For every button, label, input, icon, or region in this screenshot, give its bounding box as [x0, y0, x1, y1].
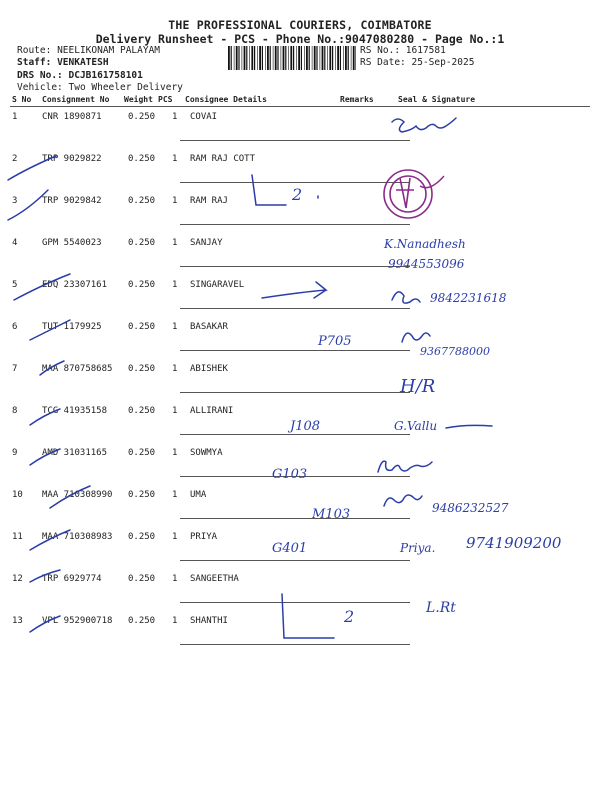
remark-r13: 2	[344, 607, 355, 626]
row-consignment-no: GPM 5540023	[42, 238, 102, 248]
table-row	[0, 154, 600, 168]
header-divider	[10, 106, 590, 107]
barcode-bar	[301, 46, 302, 70]
row-consignee: UMA	[190, 490, 207, 500]
remark-r6: P705	[318, 334, 352, 349]
row-underline	[180, 266, 410, 267]
table-row	[0, 448, 600, 462]
row-consignment-no: TRP 9029822	[42, 154, 102, 164]
col-sno: S No	[12, 95, 32, 104]
row-pcs: 1	[172, 238, 178, 248]
table-row	[0, 112, 600, 126]
row-consignee: ABISHEK	[190, 364, 228, 374]
barcode	[228, 46, 356, 70]
remark-r9: G103	[272, 467, 308, 482]
row-sno: 9	[12, 448, 18, 458]
table-row	[0, 196, 600, 210]
barcode-bar	[246, 46, 247, 70]
row-consignee: RAM RAJ COTT	[190, 154, 256, 164]
company-title: THE PROFESSIONAL COURIERS, COIMBATORE	[168, 18, 432, 32]
barcode-bar	[316, 46, 317, 70]
row-underline	[180, 140, 410, 141]
phone-r4: 9944553096	[388, 257, 465, 271]
vehicle-line: Vehicle: Two Wheeler Delivery	[17, 82, 183, 93]
row-sno: 11	[12, 532, 23, 542]
row-underline	[180, 392, 410, 393]
staff-line: Staff: VENKATESH	[17, 57, 109, 68]
row-underline	[180, 182, 410, 183]
row-weight: 0.250	[128, 574, 156, 584]
seal-stamp	[384, 170, 432, 218]
table-row	[0, 490, 600, 504]
row-underline	[180, 308, 410, 309]
row-pcs: 1	[172, 532, 178, 542]
barcode-bar	[290, 46, 292, 70]
table-row	[0, 532, 600, 546]
barcode-bar	[314, 46, 316, 70]
barcode-bar	[242, 46, 243, 70]
barcode-bar	[267, 46, 269, 70]
col-remarks: Remarks	[340, 95, 374, 104]
remark-r2: 2	[292, 185, 303, 204]
barcode-bar	[309, 46, 310, 70]
row-consignment-no: TRP 6929774	[42, 574, 102, 584]
signature-r7: H/R	[400, 376, 436, 397]
row-consignment-no: MAA 710308990	[42, 490, 113, 500]
barcode-bar	[329, 46, 331, 70]
barcode-bar	[270, 46, 271, 70]
row-weight: 0.250	[128, 154, 156, 164]
barcode-bar	[353, 46, 355, 70]
drs-value: DCJB161758101	[68, 70, 143, 81]
table-row	[0, 280, 600, 294]
barcode-bar	[259, 46, 261, 70]
row-consignee: BASAKAR	[190, 322, 228, 332]
row-consignee: ALLIRANI	[190, 406, 234, 416]
row-pcs: 1	[172, 196, 178, 206]
row-consignee: PRIYA	[190, 532, 218, 542]
row-underline	[180, 434, 410, 435]
remark-r10: M103	[312, 507, 351, 522]
stamp-check	[420, 176, 444, 188]
row-consignment-no: VPL 952900718	[42, 616, 113, 626]
table-row	[0, 322, 600, 336]
row-weight: 0.250	[128, 112, 156, 122]
row-weight: 0.250	[128, 490, 156, 500]
row-weight: 0.250	[128, 406, 156, 416]
row-consignee: SANJAY	[190, 238, 223, 248]
row-consignment-no: CNR 1890871	[42, 112, 102, 122]
row-consignee: SHANTHI	[190, 616, 228, 626]
barcode-bar	[231, 46, 232, 70]
col-weight: Weight	[124, 95, 153, 104]
barcode-bar	[285, 46, 286, 70]
barcode-bar	[236, 46, 238, 70]
barcode-bar	[322, 46, 324, 70]
row-consignment-no: TUT 1179925	[42, 322, 102, 332]
barcode-bar	[327, 46, 328, 70]
rs-no-value: 1617581	[405, 45, 446, 56]
barcode-bar	[351, 46, 352, 70]
barcode-bar	[281, 46, 282, 70]
barcode-bar	[355, 46, 356, 70]
runsheet-subtitle: Delivery Runsheet - PCS - Phone No.:9047080280 - Page No.:1	[95, 32, 505, 46]
row-pcs: 1	[172, 448, 178, 458]
drs-line: DRS No.: DCJB161758101	[17, 70, 143, 81]
row-weight: 0.250	[128, 196, 156, 206]
phone-r11: 9741909200	[466, 534, 562, 552]
row-sno: 5	[12, 280, 18, 290]
row-underline	[180, 518, 410, 519]
row-sno: 3	[12, 196, 18, 206]
barcode-bar	[251, 46, 253, 70]
barcode-bar	[273, 46, 274, 70]
row-sno: 7	[12, 364, 18, 374]
barcode-bar	[296, 46, 297, 70]
row-weight: 0.250	[128, 532, 156, 542]
row-pcs: 1	[172, 574, 178, 584]
phone-r10: 9486232527	[432, 501, 509, 515]
row-underline	[180, 644, 410, 645]
table-row	[0, 364, 600, 378]
row-sno: 2	[12, 154, 18, 164]
table-row	[0, 574, 600, 588]
rs-date-line: RS Date: 25-Sep-2025	[360, 57, 475, 68]
signature-r8: G.Vallu	[394, 419, 438, 433]
barcode-bar	[306, 46, 308, 70]
row-underline	[180, 476, 410, 477]
barcode-bar	[324, 46, 325, 70]
row-consignment-no: MAA 710308983	[42, 532, 113, 542]
table-row	[0, 616, 600, 630]
barcode-bar	[234, 46, 235, 70]
row-underline	[180, 560, 410, 561]
row-weight: 0.250	[128, 448, 156, 458]
barcode-bar	[265, 46, 266, 70]
row-sno: 4	[12, 238, 18, 248]
row-weight: 0.250	[128, 280, 156, 290]
phone-r5: 9842231618	[430, 291, 507, 305]
row-consignment-no: TCG 41935158	[42, 406, 108, 416]
barcode-bar	[293, 46, 294, 70]
row-sno: 1	[12, 112, 18, 122]
col-consignee: Consignee Details	[185, 95, 267, 104]
barcode-bar	[254, 46, 255, 70]
barcode-bar	[283, 46, 285, 70]
row-pcs: 1	[172, 322, 178, 332]
row-consignee: RAM RAJ	[190, 196, 228, 206]
table-row	[0, 238, 600, 252]
row-weight: 0.250	[128, 364, 156, 374]
route-value: NEELIKONAM PALAYAM	[57, 45, 161, 56]
barcode-bar	[304, 46, 305, 70]
barcode-bar	[312, 46, 313, 70]
remark-r8: J108	[290, 419, 321, 434]
row-sno: 8	[12, 406, 18, 416]
staff-value: VENKATESH	[57, 57, 109, 68]
table-row	[0, 406, 600, 420]
barcode-bar	[320, 46, 321, 70]
rs-date-value: 25-Sep-2025	[411, 57, 475, 68]
signature-r13: L.Rt	[426, 600, 456, 616]
signature-r4-name: K.Nanadhesh	[384, 237, 466, 251]
row-weight: 0.250	[128, 238, 156, 248]
vehicle-value: Two Wheeler Delivery	[68, 82, 183, 93]
col-consignment: Consignment No	[42, 95, 110, 104]
row-pcs: 1	[172, 112, 178, 122]
row-weight: 0.250	[128, 322, 156, 332]
col-seal: Seal & Signature	[398, 95, 476, 104]
barcode-bar	[345, 46, 347, 70]
row-consignment-no: AMD 31031165	[42, 448, 108, 458]
row-consignee: COVAI	[190, 112, 218, 122]
rs-no-line: RS No.: 1617581	[360, 45, 446, 56]
barcode-bar	[238, 46, 239, 70]
barcode-bar	[249, 46, 250, 70]
barcode-bar	[275, 46, 277, 70]
barcode-bar	[262, 46, 263, 70]
row-consignment-no: EDQ 23307161	[42, 280, 108, 290]
barcode-bar	[332, 46, 333, 70]
row-sno: 10	[12, 490, 23, 500]
row-pcs: 1	[172, 154, 178, 164]
barcode-bar	[335, 46, 336, 70]
row-weight: 0.250	[128, 616, 156, 626]
row-sno: 12	[12, 574, 23, 584]
row-underline	[180, 350, 410, 351]
barcode-bar	[228, 46, 230, 70]
route-line: Route: NEELIKONAM PALAYAM	[17, 45, 161, 56]
phone-r6: 9367788000	[420, 345, 490, 358]
row-consignment-no: TRP 9029842	[42, 196, 102, 206]
row-consignee: SANGEETHA	[190, 574, 239, 584]
barcode-bar	[340, 46, 341, 70]
row-underline	[180, 224, 410, 225]
row-consignment-no: MAA 870758685	[42, 364, 113, 374]
barcode-bar	[337, 46, 339, 70]
barcode-bar	[343, 46, 344, 70]
row-sno: 6	[12, 322, 18, 332]
barcode-bar	[244, 46, 246, 70]
signature-scribble	[378, 461, 432, 472]
barcode-bar	[257, 46, 258, 70]
row-underline	[180, 602, 410, 603]
barcode-bar	[298, 46, 300, 70]
row-pcs: 1	[172, 364, 178, 374]
row-pcs: 1	[172, 280, 178, 290]
signature-scribble	[446, 425, 492, 428]
signature-r11: Priya.	[400, 541, 436, 555]
barcode-bar	[288, 46, 289, 70]
barcode-bar	[277, 46, 278, 70]
remark-r11: G401	[272, 541, 308, 556]
barcode-bar	[348, 46, 349, 70]
row-pcs: 1	[172, 406, 178, 416]
col-pcs: PCS	[158, 95, 173, 104]
row-pcs: 1	[172, 490, 178, 500]
row-pcs: 1	[172, 616, 178, 626]
row-consignee: SINGARAVEL	[190, 280, 245, 290]
row-sno: 13	[12, 616, 23, 626]
row-consignee: SOWMYA	[190, 448, 223, 458]
